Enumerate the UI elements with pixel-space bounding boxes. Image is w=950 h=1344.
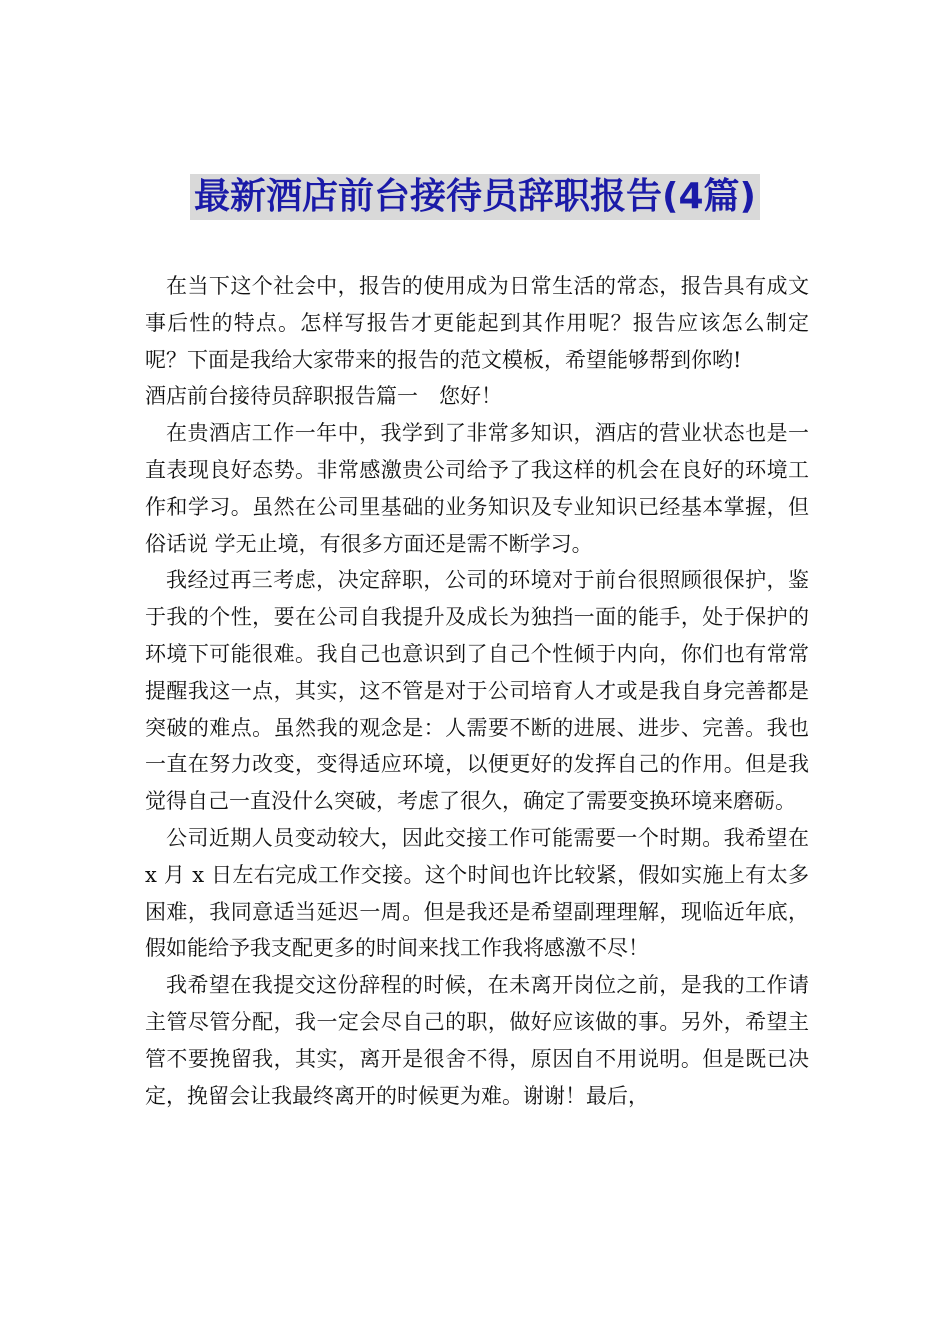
document-body bbox=[145, 268, 809, 1114]
section-heading: 酒店前台接待员辞职报告篇一 您好！ bbox=[145, 384, 502, 409]
document-title: 最新酒店前台接待员辞职报告(4篇) bbox=[190, 174, 760, 220]
title-container bbox=[0, 174, 950, 220]
body-paragraph: 公司近期人员变动较大，因此交接工作可能需要一个时期。我希望在 x 月 x 日左右完成工作交接。这个时间也许比较紧，假如实施上有太多困难，我同意适当延迟一周。但是我还是希望副理理解，现临近年底，假如能给予我支配更多的时间来找工作我将感激不尽！ bbox=[145, 825, 809, 961]
body-paragraph: 我希望在我提交这份辞程的时候，在未离开岗位之前，是我的工作请主管尽管分配，我一定会尽自己的职，做好应该做的事。另外，希望主管不要挽留我，其实，离开是很舍不得，原因自不用说明。但是既已决定，挽留会让我最终离开的时候更为难。谢谢！最后， bbox=[145, 973, 809, 1108]
intro-paragraph: 在当下这个社会中，报告的使用成为日常生活的常态，报告具有成文事后性的特点。怎样写报告才更能起到其作用呢？报告应该怎么制定呢？下面是我给大家带来的报告的范文模板，希望能够帮到你哟! bbox=[145, 274, 809, 372]
body-paragraph: 我经过再三考虑，决定辞职，公司的环境对于前台很照顾很保护，鉴于我的个性，要在公司自我提升及成长为独挡一面的能手，处于保护的环境下可能很难。我自己也意识到了自己个性倾于内向，你们也有常常提醒我这一点，其实，这不管是对于公司培育人才或是我自身完善都是突破的难点。虽然我的观念是：人需要不断的进展、进步、完善。我也一直在努力改变，变得适应环境，以便更好的发挥自己的作用。但是我觉得自己一直没什么突破，考虑了很久，确定了需要变换环境来磨砺。 bbox=[145, 568, 809, 814]
body-paragraph: 在贵酒店工作一年中，我学到了非常多知识，酒店的营业状态也是一直表现良好态势。非常感激贵公司给予了我这样的机会在良好的环境工作和学习。虽然在公司里基础的业务知识及专业知识已经基本掌握，但俗话说 学无止境，有很多方面还是需不断学习。 bbox=[145, 421, 809, 556]
